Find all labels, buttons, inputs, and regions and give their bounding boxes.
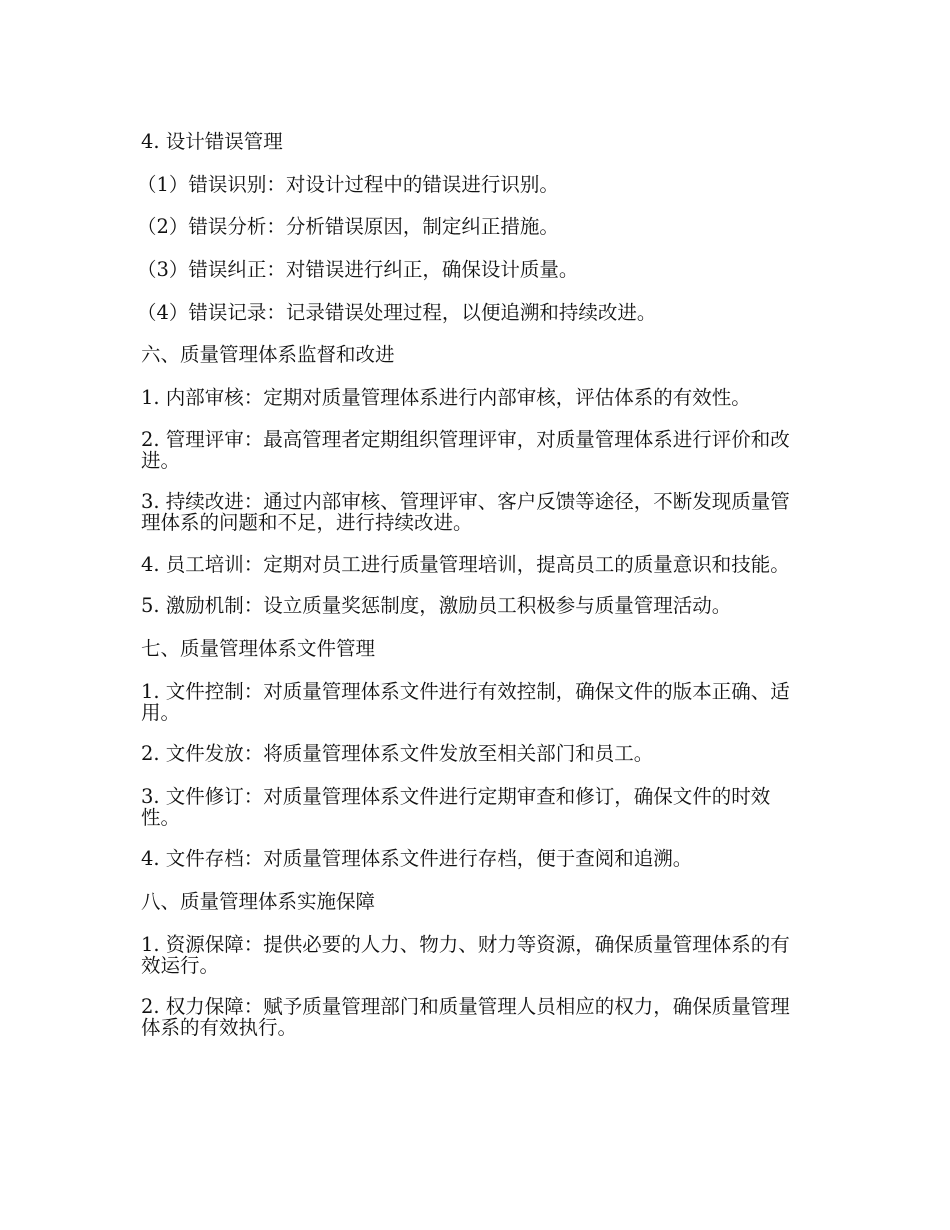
item-authority-guarantee: 2. 权力保障：赋予质量管理部门和质量管理人员相应的权力，确保质量管理体系的有效执行。 [141,995,790,1040]
item-staff-training: 4. 员工培训：定期对员工进行质量管理培训，提高员工的质量意识和技能。 [141,552,790,576]
item-design-error-management: 4. 设计错误管理 [141,130,283,153]
item-document-control: 1. 文件控制：对质量管理体系文件进行有效控制，确保文件的版本正确、适用。 [141,679,790,724]
item-error-record: （4）错误记录：记录错误处理过程，以便追溯和持续改进。 [137,300,657,324]
item-document-archive: 4. 文件存档：对质量管理体系文件进行存档，便于查阅和追溯。 [141,847,693,871]
section-heading-six: 六、质量管理体系监督和改进 [141,343,395,367]
item-resource-guarantee: 1. 资源保障：提供必要的人力、物力、财力等资源，确保质量管理体系的有效运行。 [141,932,790,977]
item-document-revision: 3. 文件修订：对质量管理体系文件进行定期审查和修订，确保文件的时效性。 [141,784,771,829]
item-continuous-improvement: 3. 持续改进：通过内部审核、管理评审、客户反馈等途径，不断发现质量管理体系的问题和不足，进行持续改进。 [141,490,790,535]
document-page [137,130,806,1059]
item-document-issue: 2. 文件发放：将质量管理体系文件发放至相关部门和员工。 [141,742,654,765]
section-heading-seven: 七、质量管理体系文件管理 [141,636,376,660]
item-error-analysis: （2）错误分析：分析错误原因，制定纠正措施。 [137,215,559,239]
item-internal-audit: 1. 内部审核：定期对质量管理体系进行内部审核，评估体系的有效性。 [141,386,751,410]
item-incentive-mechanism: 5. 激励机制：设立质量奖惩制度，激励员工积极参与质量管理活动。 [141,594,732,618]
item-error-identification: （1）错误识别：对设计过程中的错误进行识别。 [137,172,559,196]
section-heading-eight: 八、质量管理体系实施保障 [141,889,376,913]
item-management-review: 2. 管理评审：最高管理者定期组织管理评审，对质量管理体系进行评价和改进。 [141,427,790,472]
item-error-correction: （3）错误纠正：对错误进行纠正，确保设计质量。 [137,258,579,282]
